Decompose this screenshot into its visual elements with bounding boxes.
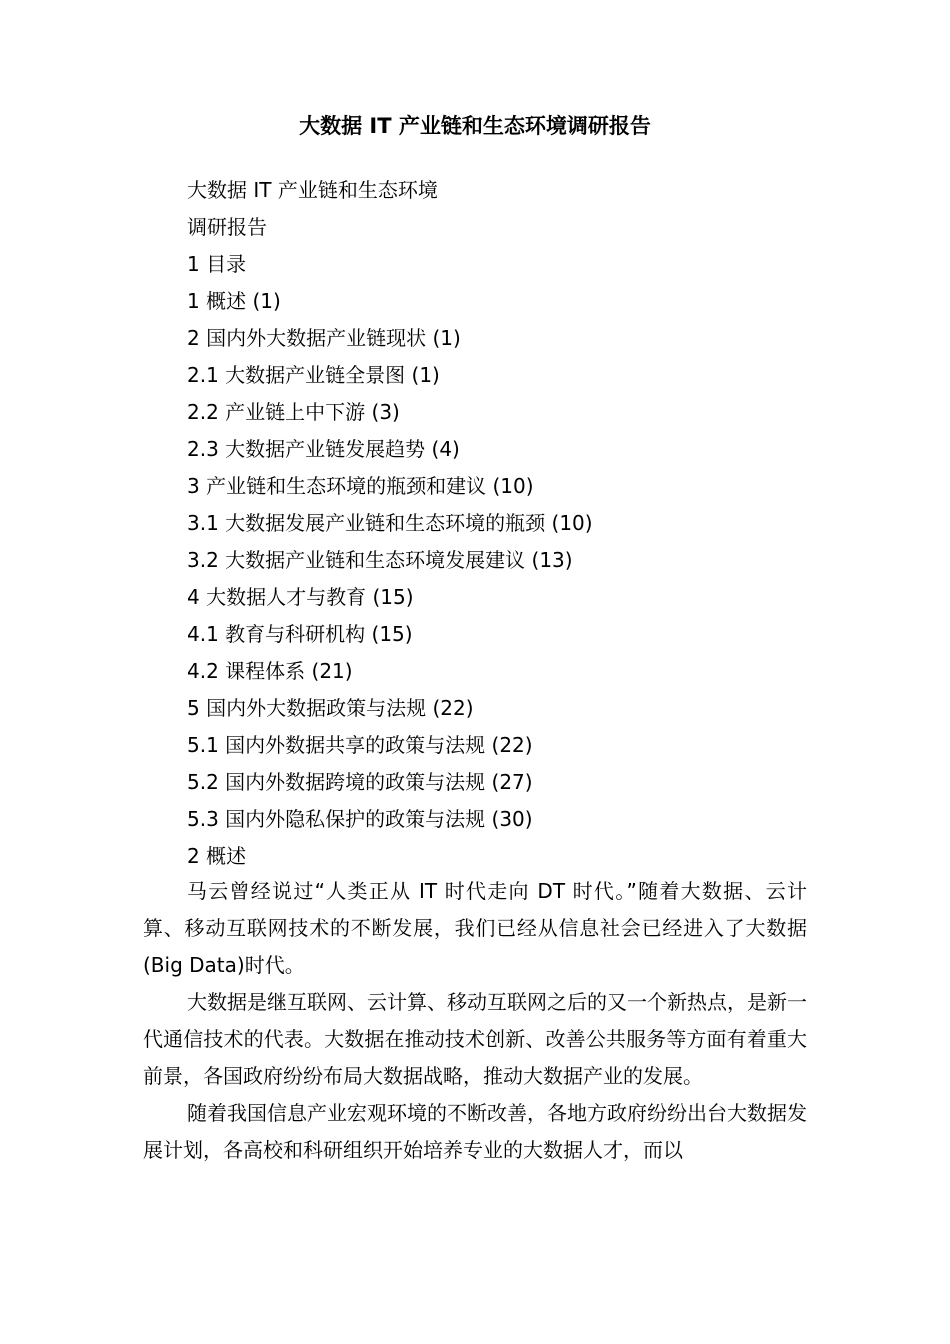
section-heading: 2 概述 (187, 844, 247, 868)
toc-line: 5.2 国内外数据跨境的政策与法规 (27) (187, 770, 533, 794)
body-paragraph: 随着我国信息产业宏观环境的不断改善，各地方政府纷纷出台大数据发展计划，各高校和科研组织开始培养专业的大数据人才，而以 (143, 1101, 807, 1162)
toc-line: 5.1 国内外数据共享的政策与法规 (22) (187, 733, 533, 757)
toc-line: 1 概述 (1) (187, 289, 281, 313)
toc-line: 4.2 课程体系 (21) (187, 659, 353, 683)
toc-line: 2.1 大数据产业链全景图 (1) (187, 363, 440, 387)
toc-line: 2.3 大数据产业链发展趋势 (4) (187, 437, 460, 461)
toc-line: 4.1 教育与科研机构 (15) (187, 622, 413, 646)
toc-line: 1 目录 (187, 252, 247, 276)
table-of-contents (187, 172, 827, 875)
toc-line: 调研报告 (187, 215, 267, 239)
document-body (143, 873, 807, 1169)
toc-line: 大数据 IT 产业链和生态环境 (187, 178, 438, 202)
toc-line: 3 产业链和生态环境的瓶颈和建议 (10) (187, 474, 534, 498)
toc-line: 2 国内外大数据产业链现状 (1) (187, 326, 461, 350)
document-title: 大数据 IT 产业链和生态环境调研报告 (299, 114, 651, 138)
toc-line: 3.1 大数据发展产业链和生态环境的瓶颈 (10) (187, 511, 593, 535)
toc-line: 4 大数据人才与教育 (15) (187, 585, 414, 609)
body-paragraph: 大数据是继互联网、云计算、移动互联网之后的又一个新热点，是新一代通信技术的代表。大数据在推动技术创新、改善公共服务等方面有着重大前景，各国政府纷纷布局大数据战略，推动大数据产业的发展。 (143, 990, 807, 1088)
toc-line: 2.2 产业链上中下游 (3) (187, 400, 400, 424)
toc-line: 3.2 大数据产业链和生态环境发展建议 (13) (187, 548, 573, 572)
toc-line: 5 国内外大数据政策与法规 (22) (187, 696, 474, 720)
toc-line: 5.3 国内外隐私保护的政策与法规 (30) (187, 807, 533, 831)
body-paragraph: 马云曾经说过“人类正从 IT 时代走向 DT 时代。”随着大数据、云计算、移动互联网技术的不断发展，我们已经从信息社会已经进入了大数据(Big Data)时代。 (143, 879, 807, 977)
